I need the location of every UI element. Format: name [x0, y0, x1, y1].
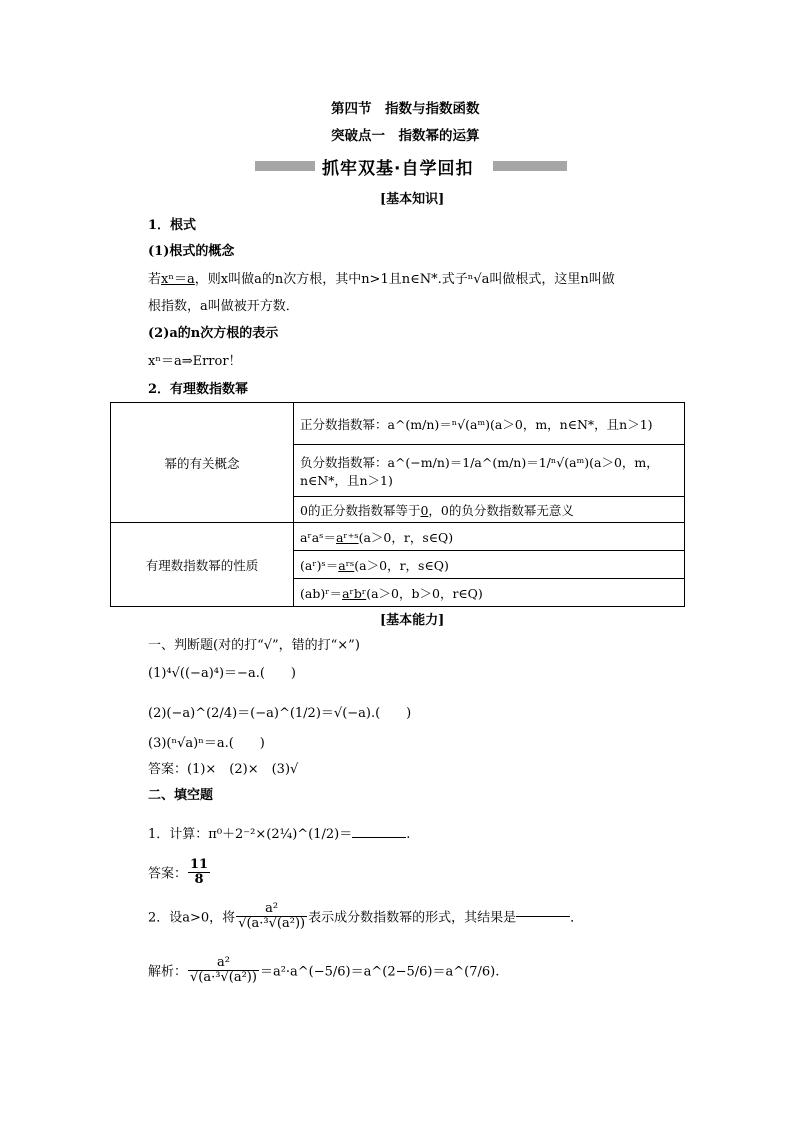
part-heading: 一、判断题(对的打“√”，错的打“×”) [148, 638, 360, 653]
text: ． [570, 910, 584, 926]
paragraph [148, 268, 615, 287]
formula: xⁿ＝a [161, 272, 195, 287]
exponent-table [110, 402, 685, 607]
basic-ability-label: [基本能力] [380, 613, 445, 628]
denominator: √(a·³√(a²)) [238, 915, 306, 931]
text: 表示成分数指数幂的形式，其结果是 [308, 910, 517, 926]
answer-label: 答案： [148, 866, 188, 882]
part-heading: 二、填空题 [148, 788, 214, 803]
radical: ⁿ√a [467, 272, 490, 287]
property-row [294, 551, 685, 579]
solution-label: 解析： [148, 964, 188, 980]
banner-right-bar [493, 161, 567, 171]
question: (3)(ⁿ√a)ⁿ＝a.( ) [148, 736, 265, 751]
solution-fraction [188, 956, 259, 984]
text: (aʳ)ˢ＝ [300, 557, 339, 573]
concept-label: 幂的有关概念 [111, 403, 294, 523]
paragraph: 根指数，a叫做被开方数． [148, 299, 299, 314]
property-row [294, 523, 685, 551]
negative-exponent-def: 负分数指数幂：a^(−m/n)＝1/a^(m/n)＝1/ⁿ√(aᵐ)(a＞0，m，n∈N*，且n＞1) [294, 445, 685, 497]
page-subtitle: 突破点一 指数幂的运算 [331, 128, 480, 144]
text: ，则x叫做a的n次方根，其中n>1且n∈N*.式子 [194, 272, 468, 287]
text: (a＞0，b＞0，r∈Q) [366, 585, 483, 601]
formula-line: xⁿ＝a⇒Error！ [148, 354, 242, 369]
text: . [406, 827, 411, 842]
text: (a＞0，r，s∈Q) [354, 557, 449, 573]
text: (a＞0，r，s∈Q) [358, 529, 454, 545]
banner-text: 抓牢双基·自学回扣 [322, 159, 474, 179]
answer: 答案：(1)× (2)× (3)√ [148, 762, 299, 777]
answer-blank: 0 [420, 502, 429, 518]
property-row [294, 579, 685, 607]
section-heading: 1．根式 [148, 218, 197, 233]
solution-steps: ＝a²·a^(−5/6)＝a^(2−5/6)＝a^(7/6). [259, 964, 500, 980]
answer [148, 858, 211, 886]
question: (2)(−a)^(2/4)＝(−a)^(1/2)＝√(−a).( ) [148, 706, 412, 721]
property-label: 有理数指数幂的性质 [111, 523, 294, 607]
question [148, 902, 583, 930]
section-heading: 2．有理数指数幂 [148, 382, 249, 397]
numerator: a² [188, 956, 259, 971]
text: 若 [148, 272, 162, 287]
page-title: 第四节 指数与指数函数 [331, 101, 480, 117]
question: (1)⁴√((−a)⁴)＝−a.( ) [148, 666, 296, 681]
formula: aʳbʳ [342, 585, 367, 601]
text: 叫做根式，这里n叫做 [489, 272, 615, 287]
text: aʳaˢ＝ [300, 529, 336, 545]
subheading: (1)根式的概念 [148, 244, 235, 259]
numerator: a² [236, 902, 307, 917]
subheading: (2)a的n次方根的表示 [148, 326, 279, 341]
positive-exponent-def: 正分数指数幂：a^(m/n)＝ⁿ√(aᵐ)(a＞0，m，n∈N*，且n＞1) [294, 403, 685, 445]
answer-blank [352, 837, 406, 838]
denominator: √(a·³√(a²)) [190, 969, 257, 985]
text: (ab)ʳ＝ [300, 585, 343, 601]
formula: (2¼)^(1/2)＝ [266, 827, 353, 842]
zero-exponent-def [294, 497, 685, 523]
question-fraction [236, 902, 307, 930]
question [148, 823, 410, 842]
denominator: 8 [194, 871, 204, 887]
formula: aʳˢ [338, 557, 355, 573]
solution [148, 956, 499, 984]
text: 1．计算：π⁰＋2⁻²× [148, 827, 267, 842]
numerator: 11 [190, 857, 209, 872]
banner-left-bar [255, 161, 315, 171]
answer-fraction [188, 858, 210, 886]
answer-blank [516, 916, 570, 917]
formula: aʳ⁺ˢ [335, 529, 359, 545]
text: 0的正分数指数幂等于 [300, 502, 421, 518]
basic-knowledge-label: [基本知识] [380, 192, 445, 207]
text: 2．设a>0，将 [148, 910, 236, 926]
text: ，0的负分数指数幂无意义 [428, 502, 574, 518]
